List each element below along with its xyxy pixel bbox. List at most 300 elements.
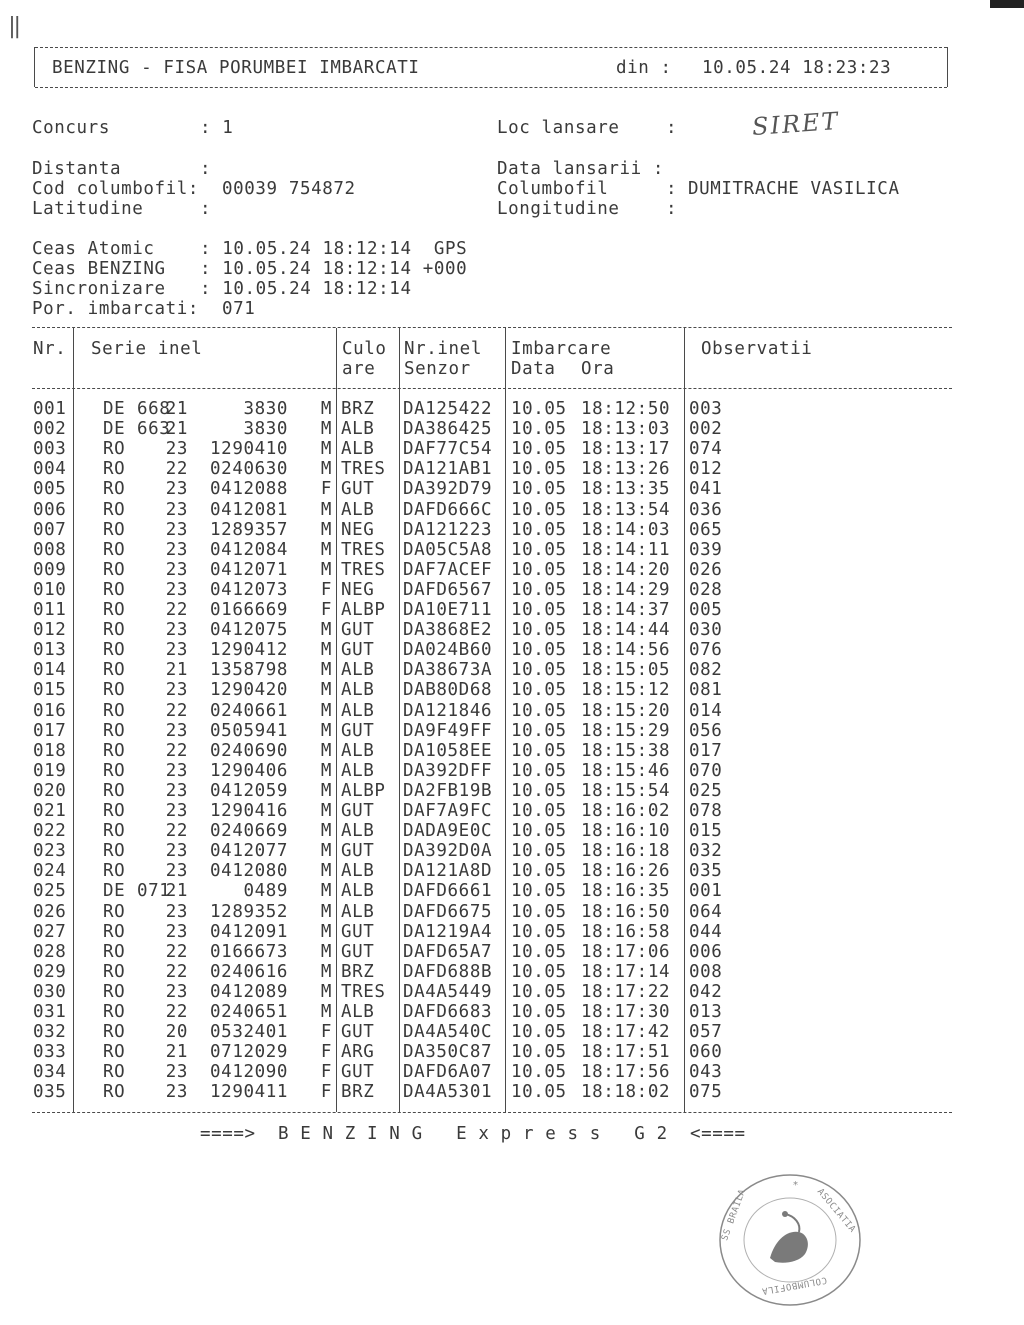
cell-ora: 18:15:20 — [581, 700, 671, 721]
cell-tara: RO — [103, 700, 126, 721]
cell-ora: 18:14:03 — [581, 519, 671, 540]
cell-an: 21 — [165, 660, 188, 681]
cell-data: 10.05 — [511, 1062, 567, 1083]
cell-culoare: ALB — [341, 861, 375, 882]
cell-an: 22 — [165, 1002, 188, 1022]
table-row — [0, 1062, 1024, 1082]
cell-ora: 18:16:26 — [581, 861, 671, 882]
table-row — [0, 439, 1024, 459]
cell-data: 10.05 — [511, 821, 567, 842]
cell-ora: 18:17:56 — [581, 1062, 671, 1083]
cell-nr: 002 — [33, 419, 67, 440]
cell-culoare: ALB — [341, 1002, 375, 1022]
cell-serie-a: 071 — [137, 881, 171, 902]
cell-data: 10.05 — [511, 499, 567, 520]
cell-sex: M — [320, 780, 332, 801]
cell-tara: RO — [103, 740, 126, 761]
cell-an: 23 — [165, 620, 188, 641]
table-row — [0, 419, 1024, 439]
stamp-text-bottom: COLUMBOFILA — [760, 1274, 828, 1296]
cell-observatii: 002 — [689, 419, 723, 440]
cell-observatii: 036 — [689, 499, 723, 520]
table-row — [0, 680, 1024, 700]
columbofil-sep: : — [666, 179, 678, 199]
cell-ora: 18:17:42 — [581, 1022, 671, 1043]
cell-culoare: ALB — [341, 680, 375, 701]
cell-culoare: TRES — [341, 459, 386, 480]
cell-data: 10.05 — [511, 519, 567, 540]
cell-tara: RO — [103, 1042, 126, 1063]
table-row — [0, 459, 1024, 479]
cell-numar: 0240616 — [210, 961, 288, 982]
cell-ora: 18:14:11 — [581, 539, 671, 560]
concurs-label: Concurs — [32, 118, 110, 138]
cell-sex: F — [320, 1042, 332, 1063]
cell-data: 10.05 — [511, 901, 567, 922]
cell-tara: RO — [103, 459, 126, 480]
cell-observatii: 005 — [689, 600, 723, 620]
table-row — [0, 560, 1024, 580]
distanta-label: Distanta — [32, 159, 122, 179]
cell-senzor: DA350C87 — [403, 1042, 493, 1063]
table-row — [0, 520, 1024, 540]
cell-numar: 0489 — [243, 881, 288, 902]
cell-ora: 18:15:29 — [581, 720, 671, 741]
cell-sex: M — [320, 680, 332, 701]
cell-data: 10.05 — [511, 579, 567, 600]
cell-observatii: 064 — [689, 901, 723, 922]
cell-an: 23 — [165, 720, 188, 741]
table-row — [0, 660, 1024, 680]
table-row — [0, 801, 1024, 821]
concurs-value: : 1 — [200, 118, 234, 138]
cell-sex: M — [320, 419, 332, 440]
table-row — [0, 902, 1024, 922]
table-row — [0, 821, 1024, 841]
cell-culoare: ALBP — [341, 600, 386, 620]
cell-nr: 035 — [33, 1082, 67, 1103]
cell-senzor: DA1219A4 — [403, 921, 493, 942]
cell-tara: RO — [103, 539, 126, 560]
cell-numar: 1290412 — [210, 640, 288, 661]
cell-tara: RO — [103, 1022, 126, 1043]
cell-tara: RO — [103, 479, 126, 500]
cell-ora: 18:14:56 — [581, 640, 671, 661]
latitudine-sep: : — [200, 199, 212, 219]
longitudine-sep: : — [666, 199, 678, 219]
cell-an: 23 — [165, 499, 188, 520]
cell-data: 10.05 — [511, 439, 567, 460]
cell-numar: 0412075 — [210, 620, 288, 641]
cell-numar: 0412091 — [210, 921, 288, 942]
cell-tara: RO — [103, 861, 126, 882]
cell-nr: 029 — [33, 961, 67, 982]
cell-an: 21 — [165, 399, 188, 419]
table-row — [0, 781, 1024, 801]
cell-sex: M — [320, 861, 332, 882]
cell-senzor: DA121846 — [403, 700, 493, 721]
cell-culoare: NEG — [341, 519, 375, 540]
cell-observatii: 028 — [689, 579, 723, 600]
cell-observatii: 006 — [689, 941, 723, 962]
cell-tara: RO — [103, 1002, 126, 1022]
cell-senzor: DA392D79 — [403, 479, 493, 500]
cell-numar: 1290410 — [210, 439, 288, 460]
cell-tara: RO — [103, 961, 126, 982]
cell-data: 10.05 — [511, 479, 567, 500]
cell-observatii: 025 — [689, 780, 723, 801]
cell-senzor: DAF77C54 — [403, 439, 493, 460]
table-row — [0, 982, 1024, 1002]
cell-data: 10.05 — [511, 600, 567, 620]
cell-numar: 1290416 — [210, 801, 288, 821]
stamp-text-top: ASOCIATIA — [814, 1187, 858, 1235]
cell-an: 22 — [165, 941, 188, 962]
cell-numar: 3830 — [243, 419, 288, 440]
cell-an: 23 — [165, 1062, 188, 1083]
cell-sex: M — [320, 559, 332, 580]
cell-observatii: 065 — [689, 519, 723, 540]
cell-an: 22 — [165, 459, 188, 480]
table-row — [0, 479, 1024, 499]
cell-culoare: ALB — [341, 821, 375, 842]
cell-nr: 019 — [33, 760, 67, 781]
distanta-sep: : — [200, 159, 212, 179]
cell-data: 10.05 — [511, 640, 567, 661]
cell-tara: RO — [103, 821, 126, 842]
cell-observatii: 017 — [689, 740, 723, 761]
cell-ora: 18:13:03 — [581, 419, 671, 440]
cell-ora: 18:16:10 — [581, 821, 671, 842]
col-header-culoare-2: are — [342, 359, 376, 379]
cell-culoare: ALB — [341, 700, 375, 721]
cell-nr: 012 — [33, 620, 67, 641]
cell-senzor: DAFD6683 — [403, 1002, 493, 1022]
cell-ora: 18:14:29 — [581, 579, 671, 600]
cell-senzor: DAFD65A7 — [403, 941, 493, 962]
cell-an: 22 — [165, 740, 188, 761]
cell-tara: RO — [103, 660, 126, 681]
cell-an: 23 — [165, 981, 188, 1002]
table-row — [0, 841, 1024, 861]
cell-an: 23 — [165, 921, 188, 942]
cell-nr: 008 — [33, 539, 67, 560]
cell-sex: F — [320, 579, 332, 600]
cell-sex: F — [320, 600, 332, 620]
cell-nr: 028 — [33, 941, 67, 962]
cell-ora: 18:13:54 — [581, 499, 671, 520]
cell-sex: M — [320, 539, 332, 560]
cell-observatii: 030 — [689, 620, 723, 641]
cell-senzor: DA121223 — [403, 519, 493, 540]
cell-culoare: ARG — [341, 1042, 375, 1063]
cell-nr: 034 — [33, 1062, 67, 1083]
table-row — [0, 1002, 1024, 1022]
cell-observatii: 081 — [689, 680, 723, 701]
cell-senzor: DAFD688B — [403, 961, 493, 982]
cell-observatii: 042 — [689, 981, 723, 1002]
cell-data: 10.05 — [511, 559, 567, 580]
ceas-atomic-value: : 10.05.24 18:12:14 GPS — [200, 239, 468, 259]
cell-sex: M — [320, 801, 332, 821]
cell-an: 23 — [165, 439, 188, 460]
cell-numar: 3830 — [243, 399, 288, 419]
cell-observatii: 032 — [689, 841, 723, 862]
cell-numar: 0412089 — [210, 981, 288, 1002]
cell-data: 10.05 — [511, 881, 567, 902]
cell-sex: M — [320, 981, 332, 1002]
cell-culoare: BRZ — [341, 961, 375, 982]
cell-senzor: DA121AB1 — [403, 459, 493, 480]
cell-sex: M — [320, 841, 332, 862]
cod-columbofil-value: 00039 754872 — [222, 179, 356, 199]
table-row — [0, 1042, 1024, 1062]
cell-ora: 18:16:02 — [581, 801, 671, 821]
cell-nr: 025 — [33, 881, 67, 902]
table-row — [0, 500, 1024, 520]
cell-data: 10.05 — [511, 700, 567, 721]
cell-tara: RO — [103, 921, 126, 942]
cell-data: 10.05 — [511, 1082, 567, 1103]
cell-senzor: DAB80D68 — [403, 680, 493, 701]
cell-senzor: DAFD6567 — [403, 579, 493, 600]
page-title: BENZING - FISA PORUMBEI IMBARCATI — [52, 58, 420, 78]
cell-data: 10.05 — [511, 680, 567, 701]
cell-numar: 0505941 — [210, 720, 288, 741]
sincronizare-value: : 10.05.24 18:12:14 — [200, 279, 412, 299]
cell-nr: 013 — [33, 640, 67, 661]
cell-observatii: 056 — [689, 720, 723, 741]
cell-ora: 18:17:06 — [581, 941, 671, 962]
cell-senzor: DA125422 — [403, 399, 493, 419]
table-row — [0, 580, 1024, 600]
cell-nr: 003 — [33, 439, 67, 460]
cell-sex: M — [320, 921, 332, 942]
cell-numar: 0240630 — [210, 459, 288, 480]
cell-an: 23 — [165, 780, 188, 801]
cell-culoare: ALB — [341, 499, 375, 520]
cell-ora: 18:17:22 — [581, 981, 671, 1002]
col-header-serie-inel: Serie inel — [91, 339, 203, 359]
cell-an: 23 — [165, 680, 188, 701]
cell-senzor: DA4A540C — [403, 1022, 493, 1043]
cell-culoare: GUT — [341, 1022, 375, 1043]
cell-observatii: 070 — [689, 760, 723, 781]
cell-sex: F — [320, 1082, 332, 1103]
cell-ora: 18:15:12 — [581, 680, 671, 701]
cell-ora: 18:13:26 — [581, 459, 671, 480]
cell-data: 10.05 — [511, 921, 567, 942]
cell-observatii: 076 — [689, 640, 723, 661]
cell-nr: 033 — [33, 1042, 67, 1063]
cell-senzor: DA4A5301 — [403, 1082, 493, 1103]
table-row — [0, 701, 1024, 721]
cell-observatii: 015 — [689, 821, 723, 842]
cell-nr: 031 — [33, 1002, 67, 1022]
cell-numar: 1289352 — [210, 901, 288, 922]
cell-tara: RO — [103, 941, 126, 962]
cell-observatii: 057 — [689, 1022, 723, 1043]
ceas-atomic-label: Ceas Atomic — [32, 239, 155, 259]
cell-culoare: BRZ — [341, 1082, 375, 1103]
table-row — [0, 640, 1024, 660]
cell-ora: 18:17:30 — [581, 1002, 671, 1022]
cell-culoare: GUT — [341, 801, 375, 821]
col-header-data: Data — [511, 359, 556, 379]
cell-culoare: ALB — [341, 419, 375, 440]
cell-numar: 1290420 — [210, 680, 288, 701]
cell-tara: RO — [103, 559, 126, 580]
cell-observatii: 082 — [689, 660, 723, 681]
cell-observatii: 075 — [689, 1082, 723, 1103]
cell-senzor: DADA9E0C — [403, 821, 493, 842]
cell-observatii: 060 — [689, 1042, 723, 1063]
col-header-nr: Nr. — [33, 339, 67, 359]
cell-culoare: ALB — [341, 439, 375, 460]
cell-an: 21 — [165, 881, 188, 902]
columbofil-label: Columbofil — [497, 179, 609, 199]
table-row — [0, 620, 1024, 640]
cell-data: 10.05 — [511, 419, 567, 440]
cell-nr: 006 — [33, 499, 67, 520]
cell-senzor: DA024B60 — [403, 640, 493, 661]
cell-ora: 18:15:38 — [581, 740, 671, 761]
col-header-observatii: Observatii — [701, 339, 813, 359]
col-header-ora: Ora — [581, 359, 615, 379]
cell-senzor: DA38673A — [403, 660, 493, 681]
cell-nr: 016 — [33, 700, 67, 721]
cell-ora: 18:16:18 — [581, 841, 671, 862]
cell-ora: 18:16:50 — [581, 901, 671, 922]
cell-ora: 18:13:35 — [581, 479, 671, 500]
cell-culoare: ALB — [341, 901, 375, 922]
cell-sex: M — [320, 620, 332, 641]
cell-culoare: GUT — [341, 941, 375, 962]
cell-an: 20 — [165, 1022, 188, 1043]
cell-observatii: 026 — [689, 559, 723, 580]
cell-an: 23 — [165, 901, 188, 922]
por-imbarcati-value: 071 — [222, 299, 256, 319]
cell-tara: RO — [103, 439, 126, 460]
cell-serie-a: 668 — [137, 399, 171, 419]
cell-sex: M — [320, 1002, 332, 1022]
cell-culoare: GUT — [341, 720, 375, 741]
cell-observatii: 078 — [689, 801, 723, 821]
association-stamp — [715, 1170, 865, 1310]
cell-data: 10.05 — [511, 1042, 567, 1063]
cell-sex: M — [320, 821, 332, 842]
cell-senzor: DA121A8D — [403, 861, 493, 882]
cell-nr: 004 — [33, 459, 67, 480]
cell-numar: 0412088 — [210, 479, 288, 500]
table-row — [0, 881, 1024, 901]
cell-senzor: DA9F49FF — [403, 720, 493, 741]
cell-an: 23 — [165, 479, 188, 500]
latitudine-label: Latitudine — [32, 199, 144, 219]
cell-observatii: 003 — [689, 399, 723, 419]
cell-tara: RO — [103, 680, 126, 701]
cell-ora: 18:15:46 — [581, 760, 671, 781]
cell-sex: M — [320, 519, 332, 540]
cell-nr: 020 — [33, 780, 67, 801]
cell-ora: 18:16:58 — [581, 921, 671, 942]
cell-observatii: 035 — [689, 861, 723, 882]
cell-senzor: DAFD6A07 — [403, 1062, 493, 1083]
cell-an: 23 — [165, 539, 188, 560]
cell-tara: RO — [103, 1062, 126, 1083]
cell-an: 23 — [165, 640, 188, 661]
col-header-nr-inel-1: Nr.inel — [404, 339, 482, 359]
cell-ora: 18:16:35 — [581, 881, 671, 902]
cell-numar: 1290406 — [210, 760, 288, 781]
cell-data: 10.05 — [511, 861, 567, 882]
cell-ora: 18:14:44 — [581, 620, 671, 641]
cell-nr: 027 — [33, 921, 67, 942]
cell-nr: 024 — [33, 861, 67, 882]
scan-margin-mark: ‖ — [8, 14, 22, 39]
cell-ora: 18:15:54 — [581, 780, 671, 801]
longitudine-label: Longitudine — [497, 199, 620, 219]
cell-numar: 0166673 — [210, 941, 288, 962]
cell-senzor: DA3868E2 — [403, 620, 493, 641]
table-row — [0, 1082, 1024, 1102]
cell-numar: 0412081 — [210, 499, 288, 520]
cell-culoare: TRES — [341, 539, 386, 560]
cell-tara: DE — [103, 399, 126, 419]
cell-culoare: ALBP — [341, 780, 386, 801]
cell-data: 10.05 — [511, 841, 567, 862]
cell-nr: 005 — [33, 479, 67, 500]
table-row — [0, 861, 1024, 881]
col-header-nr-inel-2: Senzor — [404, 359, 471, 379]
cell-sex: M — [320, 740, 332, 761]
cell-tara: RO — [103, 981, 126, 1002]
cell-tara: RO — [103, 901, 126, 922]
cell-senzor: DA386425 — [403, 419, 493, 440]
cell-nr: 015 — [33, 680, 67, 701]
cell-nr: 018 — [33, 740, 67, 761]
cell-senzor: DA1058EE — [403, 740, 493, 761]
loc-lansare-handwritten: SIRET — [751, 106, 841, 142]
table-row — [0, 399, 1024, 419]
cell-an: 22 — [165, 821, 188, 842]
columbofil-value: DUMITRACHE VASILICA — [688, 179, 900, 199]
cell-senzor: DA10E711 — [403, 600, 493, 620]
cod-columbofil-label: Cod columbofil: — [32, 179, 200, 199]
cell-data: 10.05 — [511, 941, 567, 962]
cell-tara: RO — [103, 600, 126, 620]
loc-lansare-sep: : — [666, 118, 678, 138]
cell-numar: 0240690 — [210, 740, 288, 761]
cell-culoare: ALB — [341, 760, 375, 781]
cell-sex: M — [320, 881, 332, 902]
cell-an: 23 — [165, 519, 188, 540]
cell-culoare: GUT — [341, 479, 375, 500]
cell-data: 10.05 — [511, 780, 567, 801]
cell-senzor: DA392D0A — [403, 841, 493, 862]
cell-tara: RO — [103, 780, 126, 801]
cell-culoare: GUT — [341, 1062, 375, 1083]
table-row — [0, 540, 1024, 560]
cell-tara: RO — [103, 841, 126, 862]
cell-numar: 0412077 — [210, 841, 288, 862]
por-imbarcati-label: Por. imbarcati: — [32, 299, 200, 319]
cell-observatii: 012 — [689, 459, 723, 480]
cell-numar: 0412084 — [210, 539, 288, 560]
cell-numar: 0166669 — [210, 600, 288, 620]
cell-observatii: 008 — [689, 961, 723, 982]
cell-numar: 0240651 — [210, 1002, 288, 1022]
